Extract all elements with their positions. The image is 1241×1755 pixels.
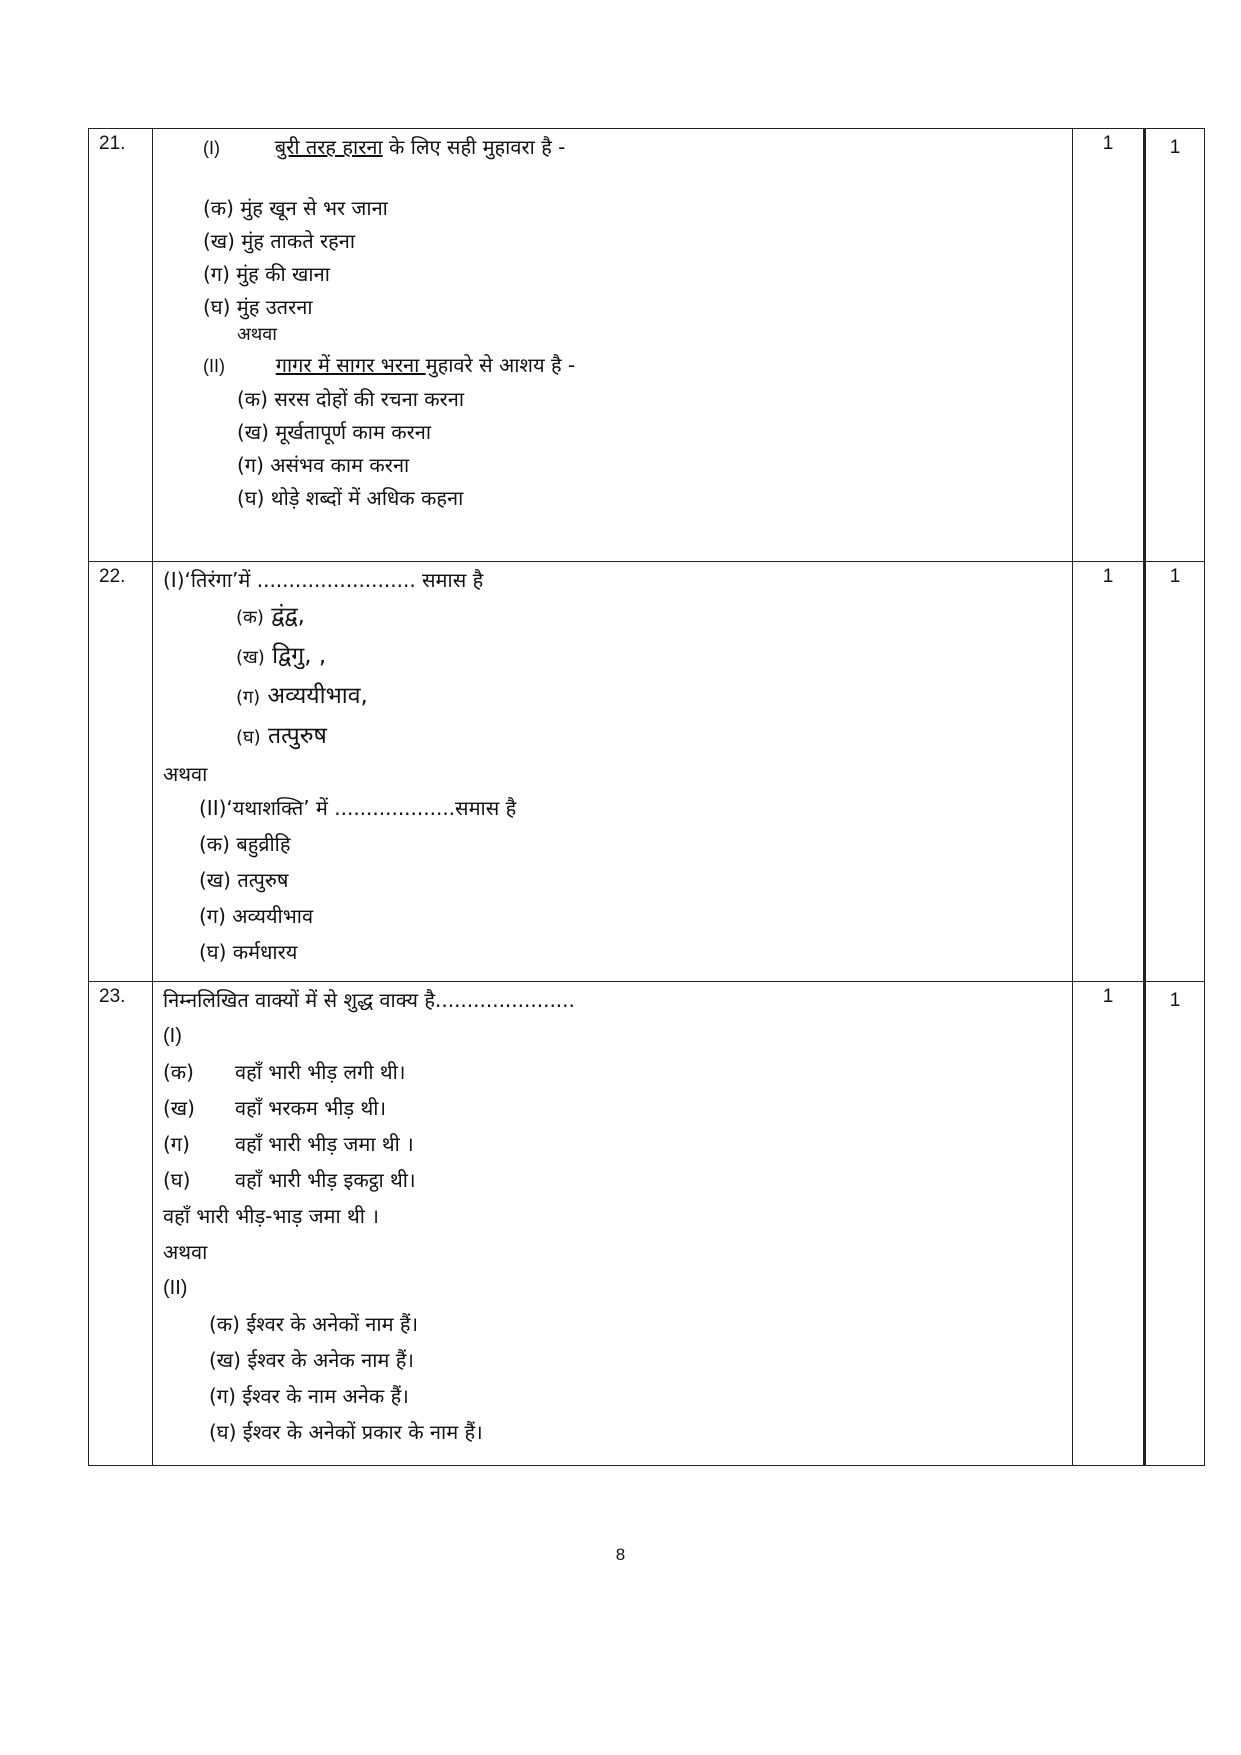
part1-heading [153, 133, 1072, 162]
option [163, 682, 1072, 712]
question-number-cell [89, 562, 153, 982]
option-label: (क) [163, 1060, 194, 1084]
option [163, 722, 1072, 752]
option: (क) सरस दोहों की रचना करना [237, 387, 465, 411]
option-text: तत्पुरुष [268, 723, 327, 749]
option: (ख) ईश्वर के अनेक नाम हैं। [209, 1348, 414, 1372]
total-mark-value: 1 [1169, 566, 1181, 587]
option: (ग) ईश्वर के नाम अनेक हैं। [209, 1384, 409, 1408]
part1-underlined-phrase: बुरी तरह हारना [274, 135, 383, 159]
part2-heading [153, 351, 1072, 380]
option-label: (क) [236, 607, 264, 628]
question-row-22 [89, 562, 1205, 982]
option [163, 1094, 1072, 1122]
option-text: अव्ययीभाव, [267, 683, 368, 709]
part2-heading: (II)‘यथाशक्ति’ में ...................समास है [199, 796, 517, 820]
answer-table-container [88, 128, 1204, 1466]
option: (ख) तत्पुरुष [199, 868, 289, 892]
option-text: वहाँ भारी भीड़ इकट्ठा थी। [235, 1168, 416, 1192]
question-cell [153, 562, 1073, 982]
option [163, 1058, 1072, 1086]
option-text: द्वंद्व, [271, 603, 305, 629]
option: (क) मुंह खून से भर जाना [203, 196, 388, 220]
option [163, 1166, 1072, 1194]
part1-stem: के लिए सही मुहावरा है - [382, 135, 566, 159]
total-mark-value: 1 [1169, 137, 1181, 158]
option-text: वहाँ भरकम भीड़ थी। [235, 1096, 387, 1120]
question-row-21 [89, 129, 1205, 562]
question-stem: निम्नलिखित वाक्यों में से शुद्ध वाक्य है...................... [163, 988, 575, 1012]
question-number: 23. [99, 986, 126, 1007]
option: (घ) मुंह उतरना [203, 295, 313, 319]
option: (घ) कर्मधारय [199, 940, 298, 964]
option [163, 642, 1072, 672]
question-number-cell [89, 982, 153, 1466]
answer-table [88, 128, 1205, 1466]
option: (ग) मुंह की खाना [203, 262, 330, 286]
option: (घ) ईश्वर के अनेकों प्रकार के नाम हैं। [209, 1420, 483, 1444]
option: (ख) मूर्खतापूर्ण काम करना [237, 420, 432, 444]
total-mark-cell [1145, 562, 1205, 982]
part2-label: (II) [203, 356, 225, 376]
or-separator: अथवा [163, 1240, 208, 1264]
option-text: वहाँ भारी भीड़ जमा थी । [235, 1132, 414, 1156]
or-separator: अथवा [237, 324, 277, 345]
option-label: (ग) [163, 1132, 190, 1156]
option: (घ) थोड़े शब्दों में अधिक कहना [237, 486, 464, 510]
part1-heading: (I)‘तिरंगा’में ......................... समास है [163, 568, 484, 592]
question-cell [153, 982, 1073, 1466]
question-number-cell [89, 129, 153, 562]
option-label: (ख) [163, 1096, 195, 1120]
option-text: द्विगु, , [272, 643, 327, 669]
total-mark-cell [1145, 982, 1205, 1466]
option: (ग) अव्ययीभाव [199, 904, 314, 928]
option-text: वहाँ भारी भीड़ लगी थी। [235, 1060, 406, 1084]
part2-underlined-phrase: गागर में सागर भरना [275, 353, 426, 377]
mark-value: 1 [1102, 133, 1114, 154]
part1-label: (I) [203, 138, 220, 158]
option-label: (घ) [236, 727, 261, 748]
option: (क) ईश्वर के अनेकों नाम हैं। [209, 1312, 419, 1336]
total-mark-cell [1145, 129, 1205, 562]
question-row-23 [89, 982, 1205, 1466]
question-cell [153, 129, 1073, 562]
option: (क) बहुव्रीहि [199, 832, 291, 856]
option: (ग) असंभव काम करना [237, 453, 410, 477]
part2-label: (II) [163, 1277, 188, 1299]
option [163, 602, 1072, 632]
mark-cell [1073, 562, 1145, 982]
option-label: (ग) [236, 687, 261, 708]
or-separator: अथवा [163, 762, 208, 786]
question-number: 22. [99, 566, 126, 587]
option [163, 1130, 1072, 1158]
part1-label: (I) [163, 1025, 182, 1047]
option: (ख) मुंह ताकते रहना [203, 229, 356, 253]
mark-value: 1 [1102, 986, 1114, 1007]
total-mark-value: 1 [1169, 990, 1181, 1011]
option-label: (घ) [163, 1168, 191, 1192]
part2-stem: मुहावरे से आशय है - [425, 353, 576, 377]
option-label: (ख) [236, 647, 265, 668]
mark-value: 1 [1102, 566, 1114, 587]
mark-cell [1073, 129, 1145, 562]
mark-cell [1073, 982, 1145, 1466]
page-number: 8 [615, 1545, 626, 1564]
question-number: 21. [99, 133, 126, 154]
answer-line: वहाँ भारी भीड़-भाड़ जमा थी । [163, 1204, 379, 1228]
